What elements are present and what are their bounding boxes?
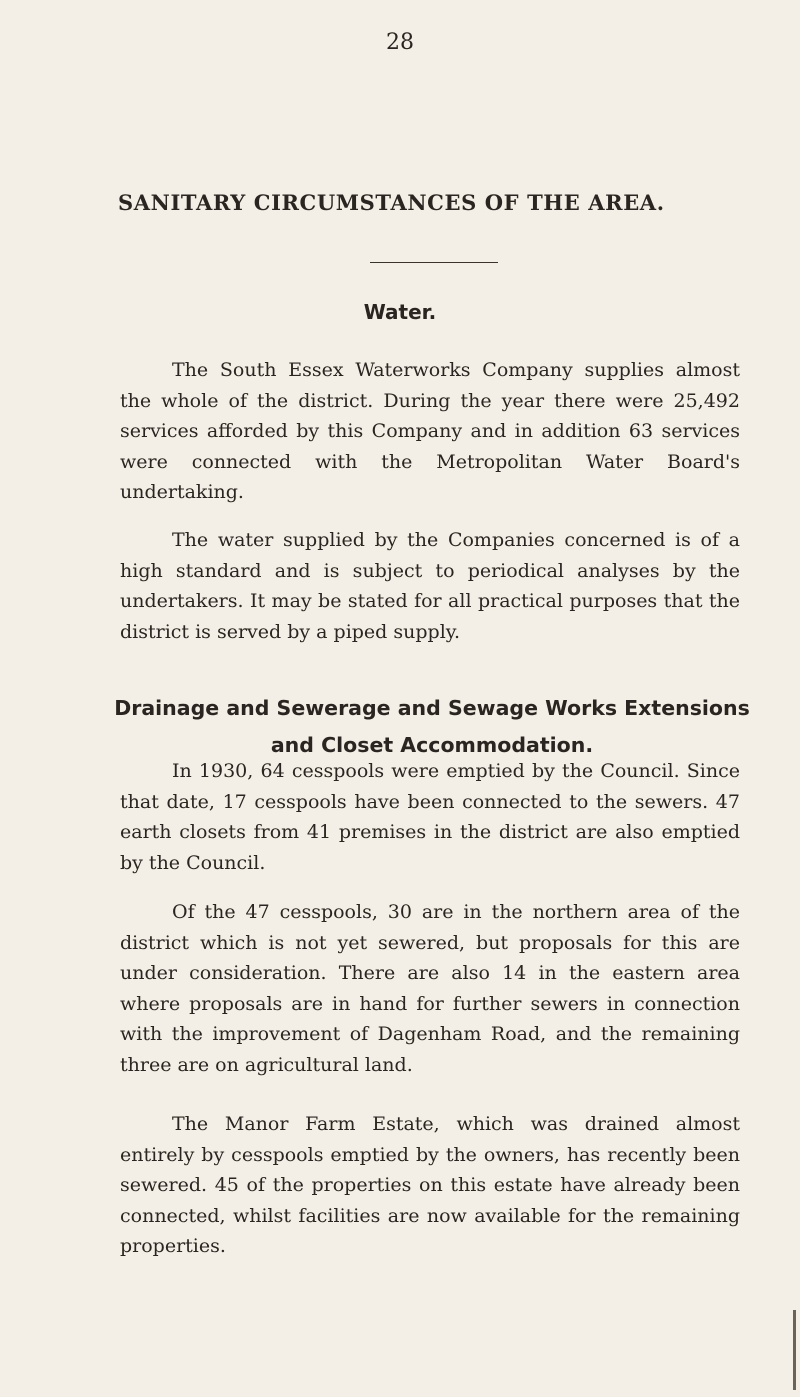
page-number: 28 <box>386 30 414 55</box>
page-edge-mark <box>793 1310 796 1390</box>
section-heading-drainage: Drainage and Sewerage and Sewage Works Extensions and Closet Accommodation. <box>114 696 750 757</box>
paragraph-water-supply: The South Essex Waterworks Company supplies almost the whole of the district. During the year there were 25,492 services afforded by this Company and in addition 63 services were connected with the Metropolitan Water Board's undertaking. <box>120 359 740 503</box>
page-title: SANITARY CIRCUMSTANCES OF THE AREA. <box>118 190 665 215</box>
section-heading-water: Water. <box>363 300 437 324</box>
paragraph-water-quality: The water supplied by the Companies concerned is of a high standard and is subject to periodical analyses by the undertakers. It may be stated for all practical purposes that the district is served by a piped supply. <box>120 529 740 643</box>
paragraph-manor-farm-estate: The Manor Farm Estate, which was drained almost entirely by cesspools emptied by the owners, has recently been sewered. 45 of the properties on this estate have already been connected, whilst facilities are now available for the remaining properties. <box>120 1113 740 1257</box>
title-divider <box>370 262 498 263</box>
paragraph-cesspools-emptied: In 1930, 64 cesspools were emptied by the Council. Since that date, 17 cesspools have been connected to the sewers. 47 earth closets from 41 premises in the district are also emptied by the Council. <box>120 760 740 874</box>
paragraph-cesspool-areas: Of the 47 cesspools, 30 are in the northern area of the district which is not yet sewered, but proposals for this are under consideration. There are also 14 in the eastern area where proposals are in hand for further sewers in connection with the improvement of Dagenham Road, and the remaining three are on agricultural land. <box>120 901 740 1076</box>
